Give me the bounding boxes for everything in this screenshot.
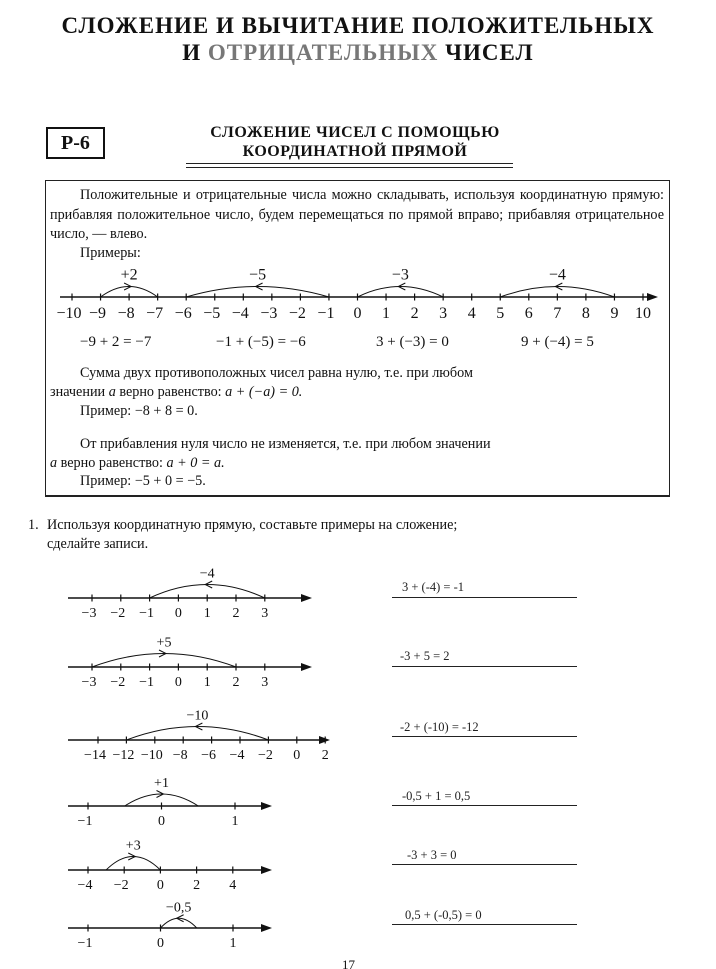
variable: a: [50, 455, 58, 471]
axis-arrow-icon: [647, 293, 658, 301]
tick-label: 0: [293, 748, 301, 760]
formula: a + 0 = a.: [166, 455, 225, 471]
page-number: 17: [342, 958, 355, 969]
axis-arrow-icon: [301, 594, 312, 602]
jump-label: −4: [199, 566, 215, 582]
tick-label: −3: [81, 606, 97, 618]
tick-label: −8: [172, 748, 188, 760]
axis-arrow-icon: [319, 736, 330, 744]
answer-line: [392, 597, 577, 598]
chapter-title-line2: [0, 39, 716, 66]
tick-label: −8: [117, 305, 135, 322]
jump-arc: [126, 727, 268, 741]
tick-label: 8: [581, 305, 590, 322]
axis-arrow-icon: [261, 866, 272, 874]
opposites-rule-line1: Сумма двух противоположных чисел равна нулю, т.е. при любом: [80, 365, 473, 381]
example-equation: 3 + (−3) = 0: [376, 334, 449, 350]
jump-arc: [186, 287, 329, 298]
tick-label: 1: [231, 814, 239, 826]
tick-label: 0: [158, 814, 165, 826]
tick-label: −4: [77, 878, 93, 890]
tick-label: −10: [140, 748, 163, 760]
zero-rule-line1: От прибавления нуля число не изменяется, т.е. при любом значении: [80, 436, 491, 452]
tick-label: 0: [353, 305, 362, 322]
axis-arrow-icon: [301, 663, 312, 671]
jump-label: −4: [548, 266, 566, 284]
tick-label: −2: [113, 878, 129, 890]
tick-label: 1: [229, 936, 237, 948]
tick-label: −3: [260, 305, 278, 322]
tick-label: 0: [174, 675, 182, 687]
exercise-text-line1: Используя координатную прямую, составьте примеры на сложение;: [47, 517, 458, 533]
exercise-text-line2: сделайте записи.: [47, 536, 149, 552]
tick-label: 1: [203, 606, 211, 618]
tick-label: 3: [439, 305, 448, 322]
text: значении: [50, 384, 109, 400]
tick-label: −1: [139, 606, 155, 618]
tick-label: −1: [77, 936, 93, 948]
exercise-number-line-6: [60, 888, 280, 948]
title-part: ЧИСЕЛ: [438, 40, 534, 65]
answer-line: [392, 736, 577, 737]
jump-label: +1: [154, 776, 169, 791]
tick-label: 0: [174, 606, 182, 618]
jump-label: +2: [120, 266, 138, 284]
jump-label: −10: [186, 708, 209, 724]
tick-label: −4: [231, 305, 249, 322]
tick-label: −2: [110, 606, 126, 618]
answer-text[interactable]: -3 + 3 = 0: [407, 848, 457, 862]
tick-label: 3: [261, 606, 269, 618]
section-title: [180, 123, 530, 161]
examples-label: Примеры:: [80, 245, 141, 261]
tick-label: 2: [410, 305, 419, 322]
title-part: ОТРИЦАТЕЛЬНЫХ: [207, 40, 439, 65]
tick-label: 0: [157, 936, 164, 948]
chapter-title: [0, 12, 716, 66]
tick-label: −12: [112, 748, 135, 760]
exercise-number: 1.: [28, 517, 39, 533]
jump-label: +3: [125, 838, 141, 854]
jump-arc: [358, 287, 444, 298]
axis-arrow-icon: [261, 802, 272, 810]
answer-line: [392, 924, 577, 925]
answer-text[interactable]: -0,5 + 1 = 0,5: [402, 789, 471, 803]
answer-line: [392, 666, 577, 667]
tick-label: 9: [610, 305, 619, 322]
tick-label: 1: [203, 675, 211, 687]
jump-arc: [106, 857, 160, 871]
tick-label: 4: [467, 305, 476, 322]
tick-label: 2: [232, 606, 240, 618]
tick-label: −1: [317, 305, 335, 322]
rule-intro: Положительные и отрицательные числа можно складывать, используя координатную прямую: прибавляя положительное число, будем перемещаться по прямой вправо; прибавляя отрицательное число, — влево.: [50, 187, 664, 242]
tick-label: −5: [203, 305, 221, 322]
jump-arc: [92, 654, 236, 668]
exercise-number-line-1: [60, 558, 320, 618]
tick-label: −14: [84, 748, 106, 760]
answer-line: [392, 864, 577, 865]
tick-label: 6: [524, 305, 533, 322]
tick-label: 3: [261, 675, 269, 687]
tick-label: 2: [321, 748, 329, 760]
example-equation: −9 + 2 = −7: [80, 334, 152, 350]
variable: a: [108, 384, 116, 400]
text: верно равенство:: [115, 384, 226, 400]
tick-label: −2: [110, 675, 126, 687]
text: верно равенство:: [57, 455, 167, 471]
section-title-line1: СЛОЖЕНИЕ ЧИСЕЛ С ПОМОЩЬЮ: [210, 124, 500, 141]
tick-label: −6: [201, 748, 217, 760]
answer-line: [392, 805, 577, 806]
tick-label: −9: [89, 305, 107, 322]
axis-arrow-icon: [261, 924, 272, 932]
tick-label: 2: [193, 878, 201, 890]
tick-label: −1: [139, 675, 155, 687]
jump-label: −5: [249, 266, 267, 284]
zero-example: Пример: −5 + 0 = −5.: [80, 473, 206, 489]
tick-label: −2: [288, 305, 306, 322]
tick-label: 4: [229, 878, 237, 890]
jump-label: +5: [156, 635, 172, 651]
exercise-number-line-5: [60, 830, 280, 890]
tick-label: −6: [174, 305, 192, 322]
section-badge: Р-6: [46, 127, 105, 159]
opposites-rule-line2: [50, 383, 302, 403]
tick-label: −10: [56, 305, 82, 322]
example-equation: −1 + (−5) = −6: [216, 334, 306, 350]
answer-text[interactable]: -2 + (-10) = -12: [400, 720, 479, 734]
example-equation: 9 + (−4) = 5: [521, 334, 594, 350]
tick-label: 1: [382, 305, 391, 322]
formula: a + (−a) = 0.: [225, 384, 303, 400]
exercise-number-line-2: [60, 627, 320, 687]
tick-label: −3: [81, 675, 97, 687]
jump-label: −0,5: [165, 900, 192, 916]
tick-label: 10: [635, 305, 651, 322]
title-part: И: [182, 40, 208, 65]
answer-text[interactable]: 0,5 + (-0,5) = 0: [405, 908, 482, 922]
opposites-example: Пример: −8 + 8 = 0.: [80, 403, 198, 419]
main-number-line: [50, 258, 670, 323]
answer-text[interactable]: -3 + 5 = 2: [400, 649, 450, 663]
tick-label: −1: [77, 814, 93, 826]
tick-label: 5: [496, 305, 505, 322]
answer-text[interactable]: 3 + (-4) = -1: [402, 580, 464, 594]
section-title-line2: КООРДИНАТНОЙ ПРЯМОЙ: [242, 143, 468, 160]
tick-label: 2: [232, 675, 240, 687]
exercise-number-line-3: [60, 700, 340, 760]
tick-label: −7: [146, 305, 164, 322]
tick-label: −2: [257, 748, 273, 760]
exercise-number-line-4: [60, 766, 280, 826]
zero-rule-line2: [50, 454, 225, 474]
tick-label: −4: [229, 748, 245, 760]
section-underline: [186, 167, 513, 168]
tick-label: 0: [156, 878, 164, 890]
tick-label: 7: [553, 305, 562, 322]
jump-label: −3: [391, 266, 409, 284]
chapter-title-line1: СЛОЖЕНИЕ И ВЫЧИТАНИЕ ПОЛОЖИТЕЛЬНЫХ: [61, 13, 655, 38]
section-underline: [186, 163, 513, 164]
